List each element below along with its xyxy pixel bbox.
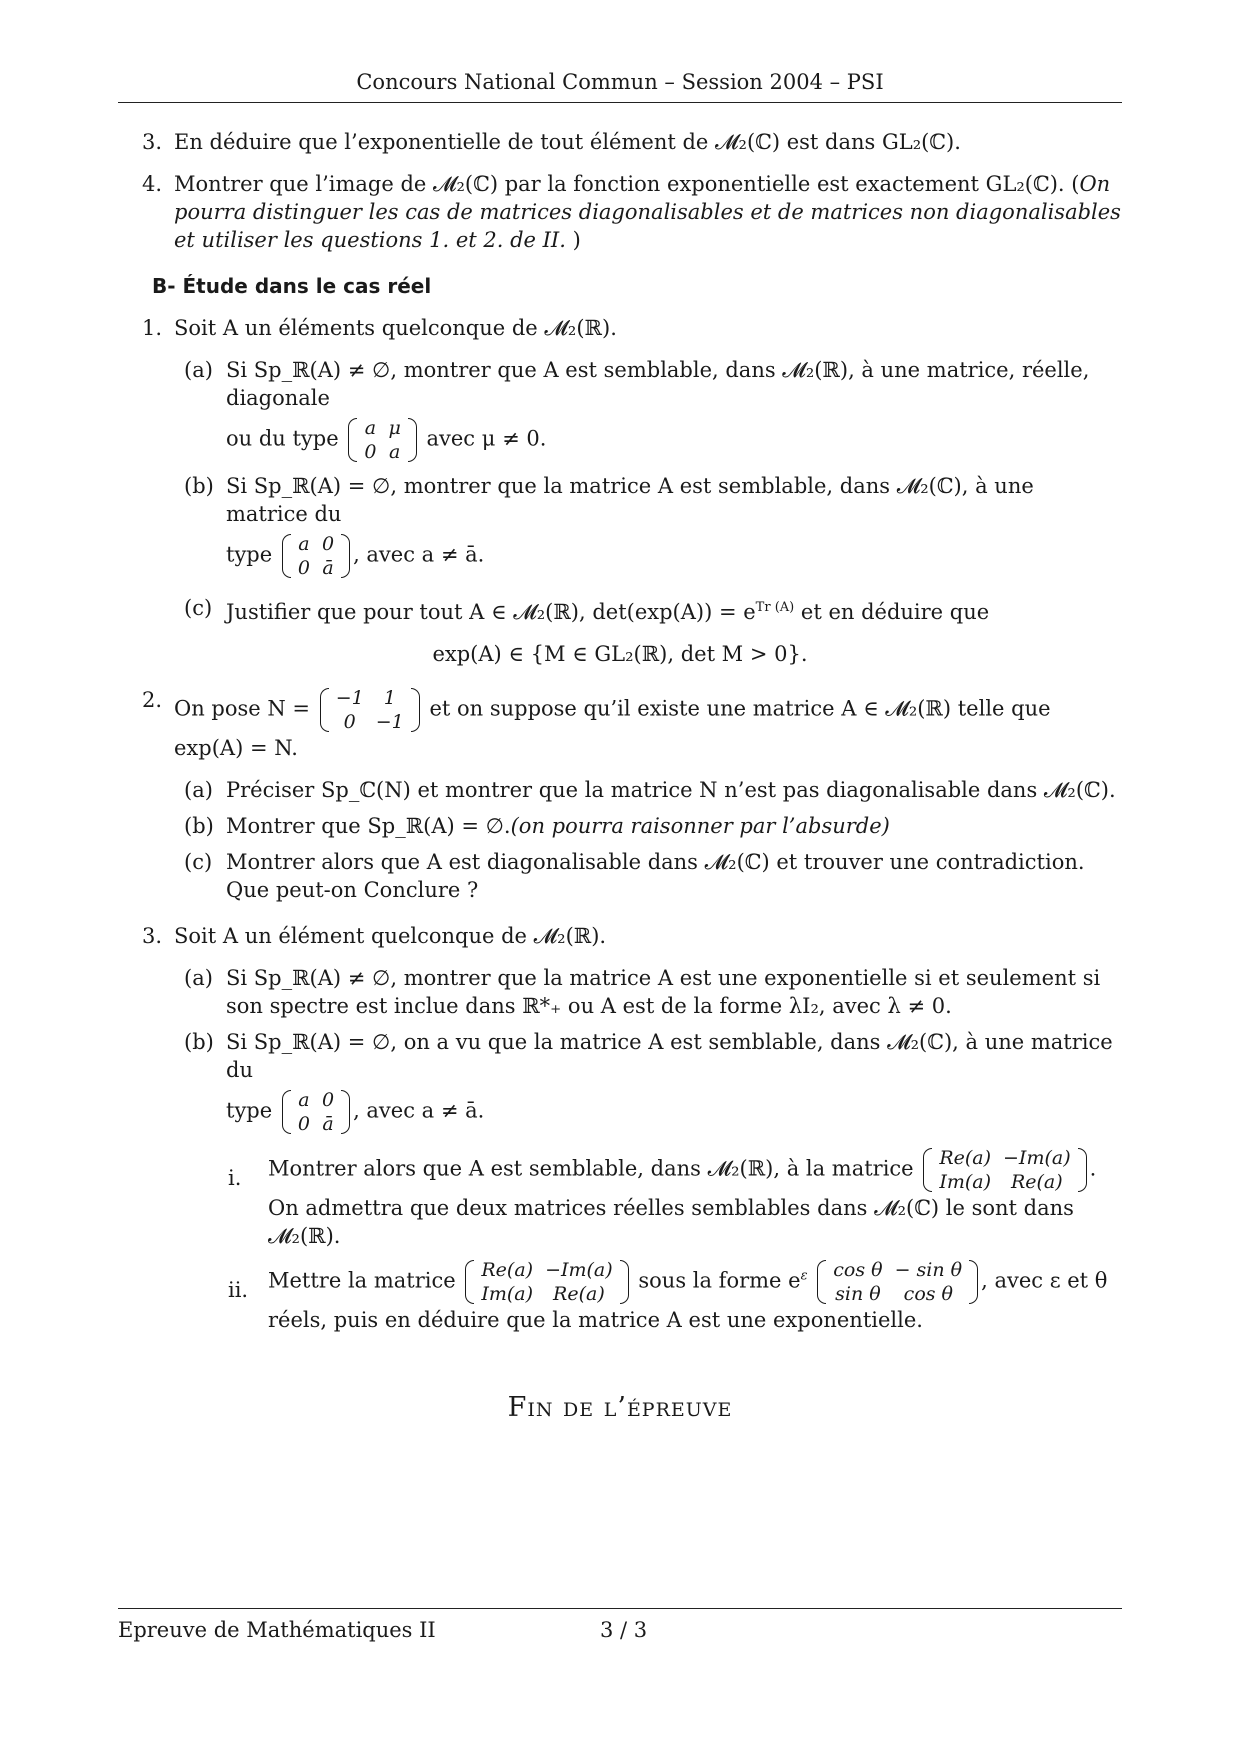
question-text: Montrer que l’image de 𝓜₂(ℂ) par la fonction exponentielle est exactement GL₂(ℂ). ( (174, 172, 1080, 196)
question-hint: On pourra distinguer les cas de matrices diagonalisables et de matrices non diagonalisables et utiliser les questions 1. et 2. de II. (174, 172, 1121, 252)
matrix-conj: a 0 0 ā (282, 532, 350, 580)
footer-title: Epreuve de Mathématiques II (118, 1618, 436, 1642)
question-A4: 4. Montrer que l’image de 𝓜₂(ℂ) par la fonction exponentielle est exactement GL₂(ℂ). (On pourra distinguer les cas de matrices diagonalisables et de matrices non diagonalisables et utiliser les questions 1. et 2. de II. ) (142, 172, 1121, 252)
question-A3: 3. En déduire que l’exponentielle de tout élément de 𝓜₂(ℂ) est dans GL₂(ℂ). (142, 130, 961, 154)
footer-rule (118, 1608, 1122, 1609)
content (118, 128, 1122, 1342)
question-B2c: (c) Montrer alors que A est diagonalisable dans 𝓜₂(ℂ) et trouver une contradiction. Que peut-on Conclure ? (184, 850, 1085, 902)
matrix-re-im-2: Re(a) −Im(a) Im(a) Re(a) (465, 1258, 628, 1306)
question-B2a: (a) Préciser Sp_ℂ(N) et montrer que la matrice N n’est pas diagonalisable dans 𝓜₂(ℂ). (184, 778, 1116, 802)
question-B3b-i: i. Montrer alors que A est semblable, dans 𝓜₂(ℝ), à la matrice Re(a) −Im(a) Im(a) Re(a) . On admettra que deux matrices réelles semblables dans 𝓜₂(ℂ) le sont dans 𝓜₂(ℝ). (228, 1147, 1097, 1248)
end-of-exam: Fin de l’épreuve (507, 1392, 733, 1423)
matrix-N: −1 1 0 −1 (320, 686, 420, 734)
question-B3b: (b) Si Sp_ℝ(A) = ∅, on a vu que la matrice A est semblable, dans 𝓜₂(ℂ), à une matrice du type a 0 0 ā , avec a ≠ ā. (184, 1030, 1113, 1135)
matrix-conj-2: a 0 0 ā (282, 1088, 350, 1136)
question-text: En déduire que l’exponentielle de tout élément de 𝓜₂(ℂ) est dans GL₂(ℂ). (174, 130, 961, 154)
question-B3: 3. Soit A un élément quelconque de 𝓜₂(ℝ). (142, 924, 607, 948)
question-B2b: (b) Montrer que Sp_ℝ(A) = ∅.(on pourra raisonner par l’absurde) (184, 814, 890, 838)
question-B3b-ii: ii. Mettre la matrice Re(a) −Im(a) Im(a) Re(a) sous la forme $e^\varepsilon$ cos θ − sin θ sin θ cos θ , avec ε et θ réels, puis en déduire que la matrice A est une exponentielle. (228, 1259, 1108, 1332)
matrix-re-im: Re(a) −Im(a) Im(a) Re(a) (923, 1146, 1086, 1194)
matrix-rotation: cos θ − sin θ sin θ cos θ (817, 1258, 978, 1306)
question-B3a: (a) Si Sp_ℝ(A) ≠ ∅, montrer que la matrice A est une exponentielle si et seulement si son spectre est inclue dans ℝ*₊ ou A est de la forme λI₂, avec λ ≠ 0. (184, 966, 1101, 1018)
header-rule (118, 102, 1122, 103)
question-B1b: (b) Si Sp_ℝ(A) = ∅, montrer que la matrice A est semblable, dans 𝓜₂(ℂ), à une matrice du type a 0 0 ā , avec a ≠ ā. (184, 474, 1034, 579)
question-B1c: (c) Justifier que pour tout A ∈ 𝓜₂(ℝ), $\det(\exp(A)) = e^{Tr (A)}$ et en déduire que exp(A) ∈ {M ∈ GL₂(ℝ), det M > 0}. (118, 594, 1122, 668)
display-equation: exp(A) ∈ {M ∈ GL₂(ℝ), det M > 0}. (432, 642, 808, 666)
section-title: B- Étude dans le cas réel (152, 274, 432, 298)
page-header: Concours National Commun – Session 2004 – PSI (356, 70, 884, 94)
page-number: 3 / 3 (600, 1618, 648, 1642)
question-B1a: (a) Si Sp_ℝ(A) ≠ ∅, montrer que A est semblable, dans 𝓜₂(ℝ), à une matrice, réelle, diagonale ou du type a μ 0 a avec μ ≠ 0. (184, 358, 1090, 463)
question-B1: 1. Soit A un éléments quelconque de 𝓜₂(ℝ). (142, 316, 617, 340)
question-B2: 2. On pose N = −1 1 0 −1 et on suppose qu’il existe une matrice A ∈ 𝓜₂(ℝ) telle que exp(A) = N. (142, 687, 1051, 760)
matrix-mu: a μ 0 a (348, 416, 416, 464)
